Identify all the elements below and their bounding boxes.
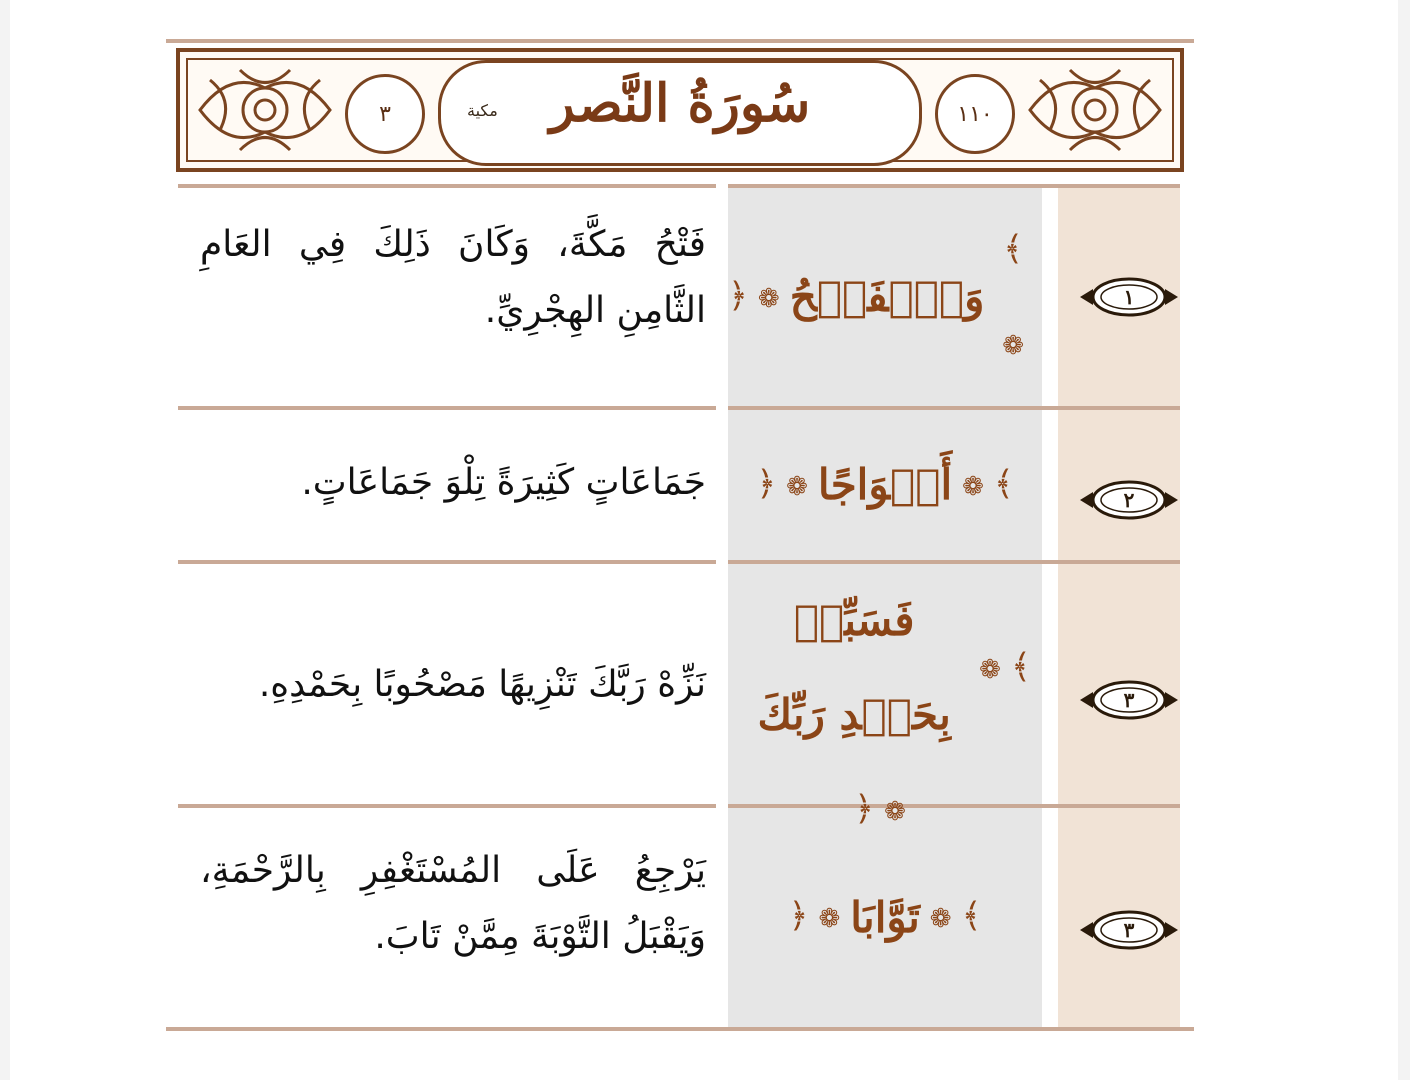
table-row	[178, 188, 1180, 406]
flower-bracket-icon: ❁﴿	[854, 789, 906, 829]
verse-number: ٣	[1123, 688, 1135, 712]
flower-bracket-icon: ﴾❁	[929, 896, 982, 936]
revelation-type: مكية	[467, 101, 498, 120]
quran-word	[728, 188, 1042, 406]
surah-number-medallion	[935, 74, 1015, 154]
arabesque-ornament-icon	[1020, 60, 1170, 160]
quran-word	[728, 574, 1042, 829]
page	[10, 0, 1398, 1080]
quran-word	[728, 410, 1042, 560]
title-cartouche	[438, 60, 922, 166]
flower-bracket-icon: ❁﴿	[756, 463, 808, 504]
flower-bracket-icon: ❁﴿	[788, 896, 841, 936]
quran-word	[728, 808, 1042, 1027]
verse-number-marker	[1078, 271, 1180, 323]
quran-word-text: وَٱلۡفَتۡحُ	[789, 272, 985, 321]
verse-number: ٣	[1123, 918, 1135, 942]
table-row	[178, 410, 1180, 560]
bottom-rule	[166, 1027, 1194, 1031]
arabesque-ornament-icon	[190, 60, 340, 160]
meaning-text: نَزِّهْ رَبَّكَ تَنْزِيهًا مَصْحُوبًا بِحَمْدِهِ.	[258, 664, 706, 705]
flower-bracket-icon: ﴾❁	[962, 463, 1014, 504]
verse-count: ٣	[379, 101, 391, 127]
verse-number-marker	[1078, 474, 1180, 526]
flower-bracket-icon: ﴾❁	[1002, 228, 1025, 361]
surah-header	[176, 48, 1184, 172]
meaning-text: فَتْحُ مَكَّةَ، وَكَانَ ذَلِكَ فِي العَامِ الثَّامِنِ الهِجْرِيِّ.	[200, 224, 706, 331]
table-row	[178, 564, 1180, 829]
meaning-text: جَمَاعَاتٍ كَثِيرَةً تِلْوَ جَمَاعَاتٍ.	[301, 462, 706, 503]
flower-bracket-icon: ❁﴿	[728, 275, 780, 316]
verse-count-medallion	[345, 74, 425, 154]
quran-word-text: أَفۡوَاجًا	[817, 460, 953, 509]
table-row	[178, 808, 1180, 1027]
top-rule	[166, 39, 1194, 43]
verse-number: ٢	[1123, 488, 1135, 512]
quran-word-text: فَسَبِّحۡ بِحَمۡدِ رَبِّكَ	[757, 596, 951, 739]
surah-number: ١١٠	[957, 101, 993, 127]
meaning-text: يَرْجِعُ عَلَى المُسْتَغْفِرِ بِالرَّحْمَةِ، وَيَقْبَلُ التَّوْبَةَ مِمَّنْ تَابَ.	[200, 850, 706, 957]
verse-number-marker	[1078, 904, 1180, 956]
flower-bracket-icon: ﴾❁	[979, 646, 1031, 687]
quran-word-text: تَوَّابَا	[850, 892, 920, 942]
surah-title: سُورَةُ النَّصر	[549, 73, 811, 134]
verse-number: ١	[1123, 285, 1135, 309]
verse-number-marker	[1078, 674, 1180, 726]
